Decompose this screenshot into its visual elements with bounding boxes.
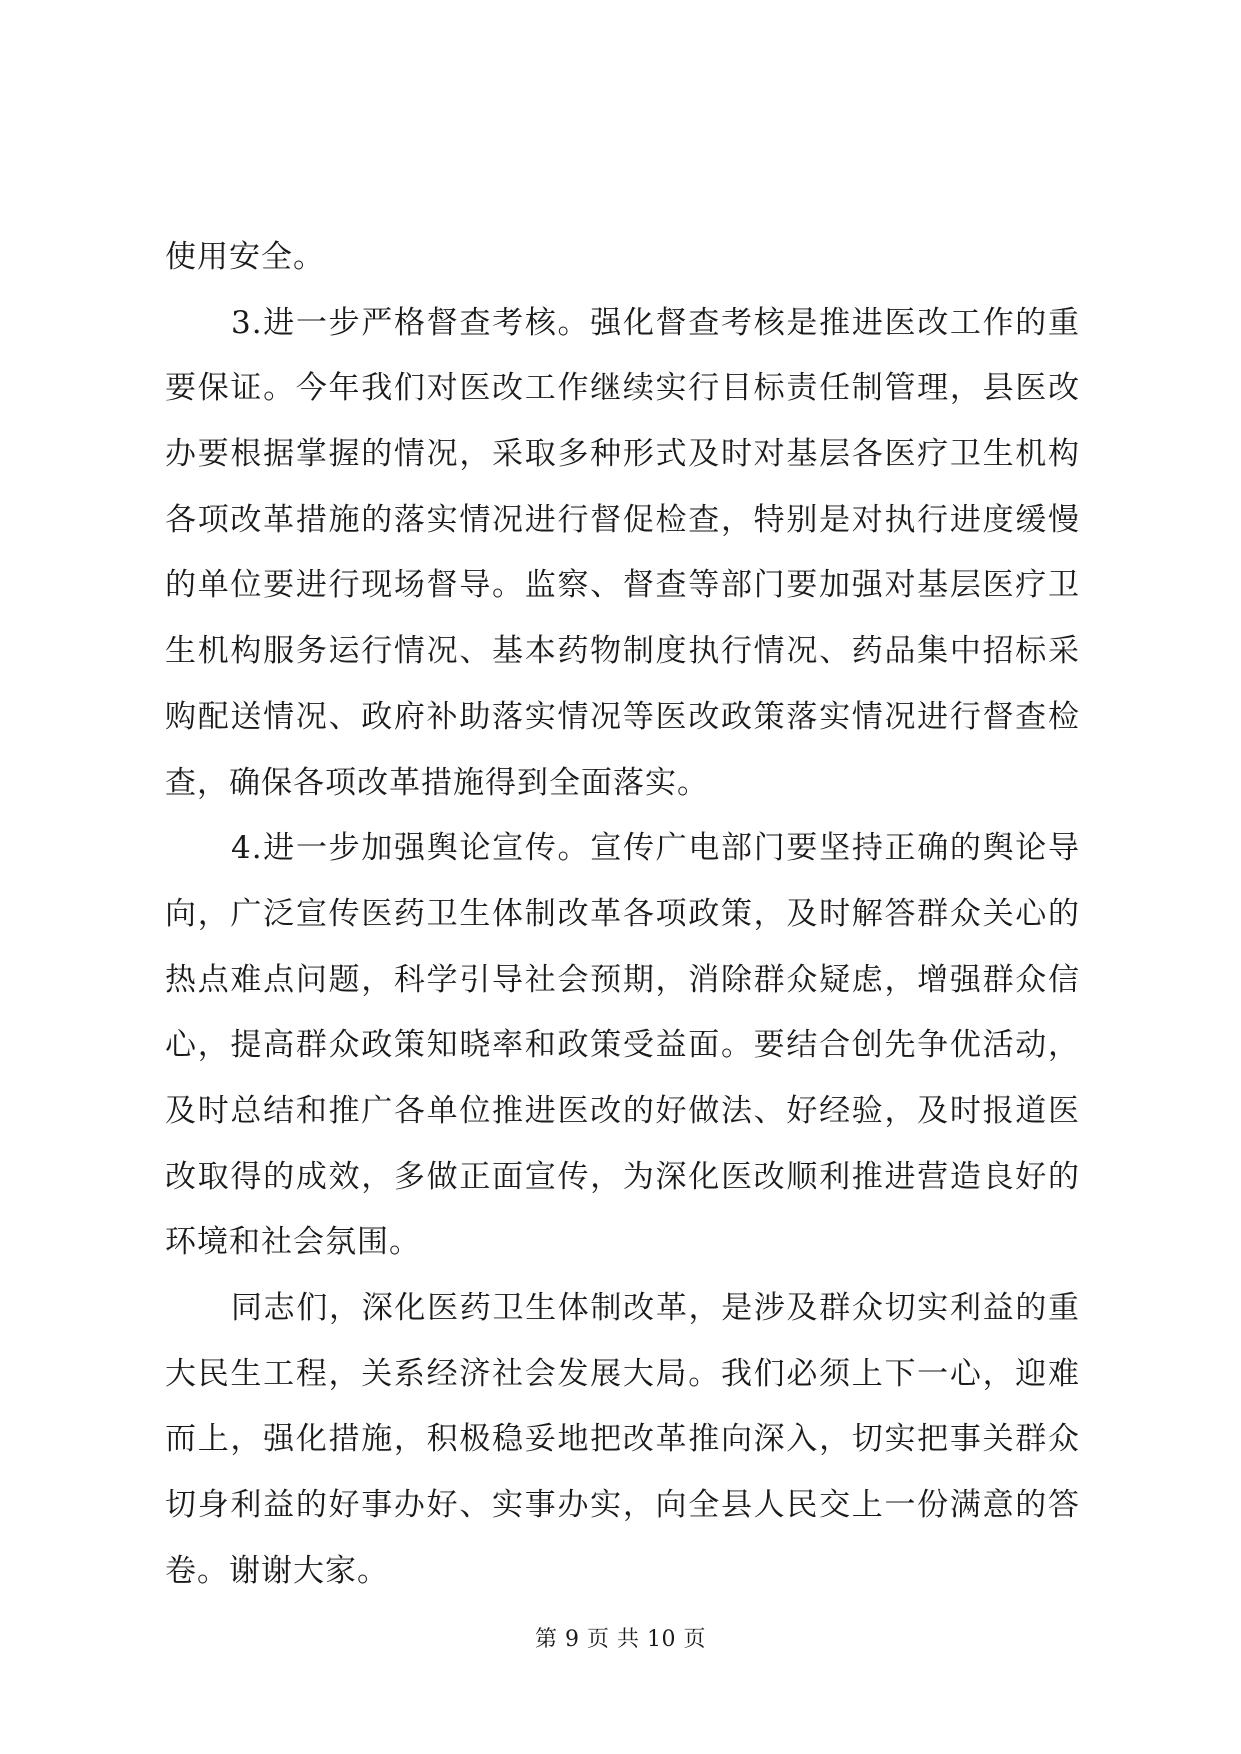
text-line: 向，广泛宣传医药卫生体制改革各项政策，及时解答群众关心的 — [165, 895, 1080, 932]
text-line: 心，提高群众政策知晓率和政策受益面。要结合创先争优活动， — [165, 1027, 1080, 1064]
text-line: 卷。谢谢大家。 — [165, 1552, 389, 1589]
text-line: 热点难点问题，科学引导社会预期，消除群众疑虑，增强群众信 — [165, 961, 1080, 998]
text-line: 各项改革措施的落实情况进行督促检查，特别是对执行进度缓慢 — [165, 501, 1080, 538]
text-line: 改取得的成效，多做正面宣传，为深化医改顺利推进营造良好的 — [165, 1158, 1080, 1195]
text-line: 的单位要进行现场督导。监察、督查等部门要加强对基层医疗卫 — [165, 567, 1080, 604]
text-line: 查，确保各项改革措施得到全面落实。 — [165, 764, 709, 801]
text-line: 而上，强化措施，积极稳妥地把改革推向深入，切实把事关群众 — [165, 1421, 1080, 1458]
text-line: 办要根据掌握的情况，采取多种形式及时对基层各医疗卫生机构 — [165, 436, 1080, 473]
text-line: 生机构服务运行情况、基本药物制度执行情况、药品集中招标采 — [165, 633, 1080, 670]
text-line: 切身利益的好事办好、实事办实，向全县人民交上一份满意的答 — [165, 1487, 1080, 1524]
text-line: 购配送情况、政府补助落实情况等医改政策落实情况进行督查检 — [165, 698, 1080, 735]
text-line: 大民生工程，关系经济社会发展大局。我们必须上下一心，迎难 — [165, 1355, 1080, 1392]
text-line: 4.进一步加强舆论宣传。宣传广电部门要坚持正确的舆论导 — [231, 830, 1080, 867]
text-line: 同志们，深化医药卫生体制改革，是涉及群众切实利益的重 — [231, 1290, 1080, 1326]
page-footer: 第 9 页 共 10 页 — [535, 1627, 706, 1652]
text-line: 环境和社会氛围。 — [165, 1224, 421, 1261]
text-line: 3.进一步严格督查考核。强化督查考核是推进医改工作的重 — [231, 304, 1080, 341]
text-line: 使用安全。 — [165, 239, 325, 275]
body-text — [165, 225, 1080, 1604]
text-line: 及时总结和推广各单位推进医改的好做法、好经验，及时报道医 — [165, 1092, 1080, 1129]
text-line: 要保证。今年我们对医改工作继续实行目标责任制管理，县医改 — [165, 370, 1080, 407]
